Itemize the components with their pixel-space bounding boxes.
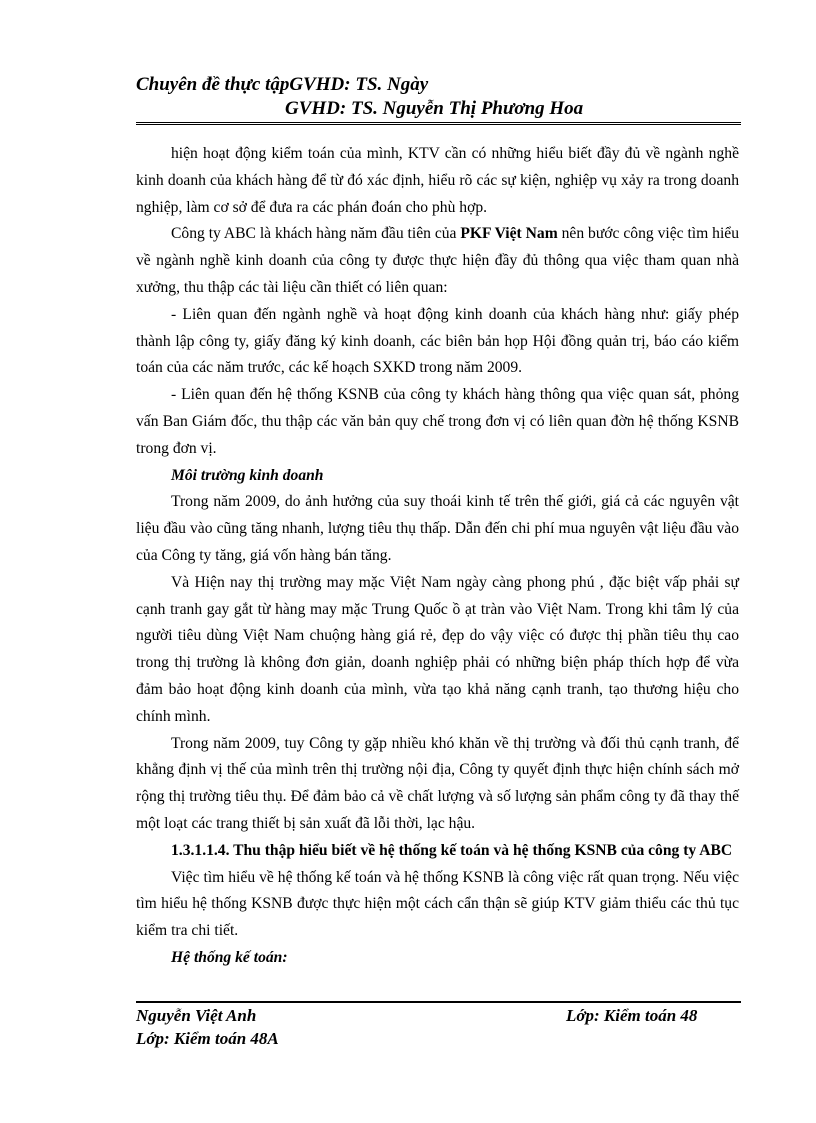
paragraph-7: Trong năm 2009, tuy Công ty gặp nhiều khó khăn về thị trường và đối thủ cạnh tranh, để khẳng định vị thế của mình trên thị trường nội địa, Công ty quyết định thực hiện chính sách mở rộng thị trường tiêu thụ. Để đảm bảo cả về chất lượng và số lượng sản phẩm công ty đã thay thế một loạt các trang thiết bị sản xuất đã lỗi thời, lạc hậu. bbox=[136, 734, 739, 832]
footer-divider bbox=[136, 1001, 741, 1003]
paragraph-2-end: nên bước công việc tìm hiểu về ngành nghề kinh doanh của công ty được thực hiện đầy đủ thông qua việc tham quan nhà xưởng, thu thập các tài liệu cần thiết có liên quan: bbox=[136, 225, 740, 296]
header-divider bbox=[136, 122, 741, 125]
header-supervisor: GVHD: TS. Nguyễn Thị Phương Hoa bbox=[285, 98, 584, 119]
section-heading: 1.3.1.1.4. Thu thập hiểu biết về hệ thống kế toán và hệ thống KSNB của công ty ABC bbox=[171, 841, 733, 859]
footer-class: Lớp: Kiểm toán 48A bbox=[136, 1029, 279, 1048]
footer-author: Nguyễn Việt Anh bbox=[136, 1006, 257, 1025]
paragraph-4: - Liên quan đến hệ thống KSNB của công ty khách hàng thông qua việc quan sát, phỏng vấn Ban Giám đốc, thu thập các văn bản quy chế trong đơn vị có liên quan đờn hệ thống KSNB trong đơn vị. bbox=[136, 386, 739, 457]
paragraph-2-start: Công ty ABC là khách hàng năm đầu tiên của bbox=[171, 225, 461, 243]
header-line-1: Chuyên đề thực tậpGVHD: TS. Ngày bbox=[136, 74, 429, 95]
company-name-bold: PKF Việt Nam bbox=[460, 225, 558, 243]
paragraph-8: Việc tìm hiểu về hệ thống kế toán và hệ thống KSNB là công việc rất quan trọng. Nếu việc tìm hiểu hệ thống KSNB được thực hiện một cách cẩn thận sẽ giúp KTV giảm thiểu các thủ tục kiểm tra chi tiết. bbox=[136, 868, 739, 940]
paragraph-5: Trong năm 2009, do ảnh hưởng của suy thoái kinh tế trên thế giới, giá cả các nguyên vật liệu đầu vào cũng tăng nhanh, lượng tiêu thụ thấp. Dẫn đến chi phí mua nguyên vật liệu đầu vào của Công ty tăng, giá vốn hàng bán tăng. bbox=[136, 493, 739, 564]
paragraph-1: hiện hoạt động kiểm toán của mình, KTV cần có những hiểu biết đầy đủ về ngành nghề kinh doanh của khách hàng để từ đó xác định, hiểu rõ các sự kiện, nghiệp vụ xảy ra trong doanh nghiệp, làm cơ sở để đưa ra các phán đoán cho phù hợp. bbox=[136, 145, 739, 216]
document-body bbox=[136, 141, 739, 972]
footer-class-right: Lớp: Kiểm toán 48 bbox=[566, 1006, 698, 1025]
paragraph-2 bbox=[136, 221, 739, 301]
subheading-business-environment: Môi trường kinh doanh bbox=[171, 466, 324, 484]
subheading-accounting-system: Hệ thống kế toán: bbox=[171, 948, 288, 966]
paragraph-6: Và Hiện nay thị trường may mặc Việt Nam ngày càng phong phú , đặc biệt vấp phải sự cạnh tranh gay gắt từ hàng may mặc Trung Quốc ồ ạt tràn vào Việt Nam. Trong khi tâm lý của người tiêu dùng Việt Nam chuộng hàng giá rẻ, đẹp do vậy việc có được thị phần tiêu thụ cao trong thị trường là không đơn giản, doanh nghiệp phải có những biện pháp thích hợp để vừa đảm bảo hoạt động kinh doanh của mình, vừa tạo khả năng cạnh tranh, tạo thương hiệu cho chính mình. bbox=[136, 573, 739, 725]
paragraph-3: - Liên quan đến ngành nghề và hoạt động kinh doanh của khách hàng như: giấy phép thành lập công ty, giấy đăng ký kinh doanh, các biên bản họp Hội đồng quản trị, báo cáo kiểm toán của các năm trước, các kế hoạch SXKD trong năm 2009. bbox=[136, 305, 739, 377]
